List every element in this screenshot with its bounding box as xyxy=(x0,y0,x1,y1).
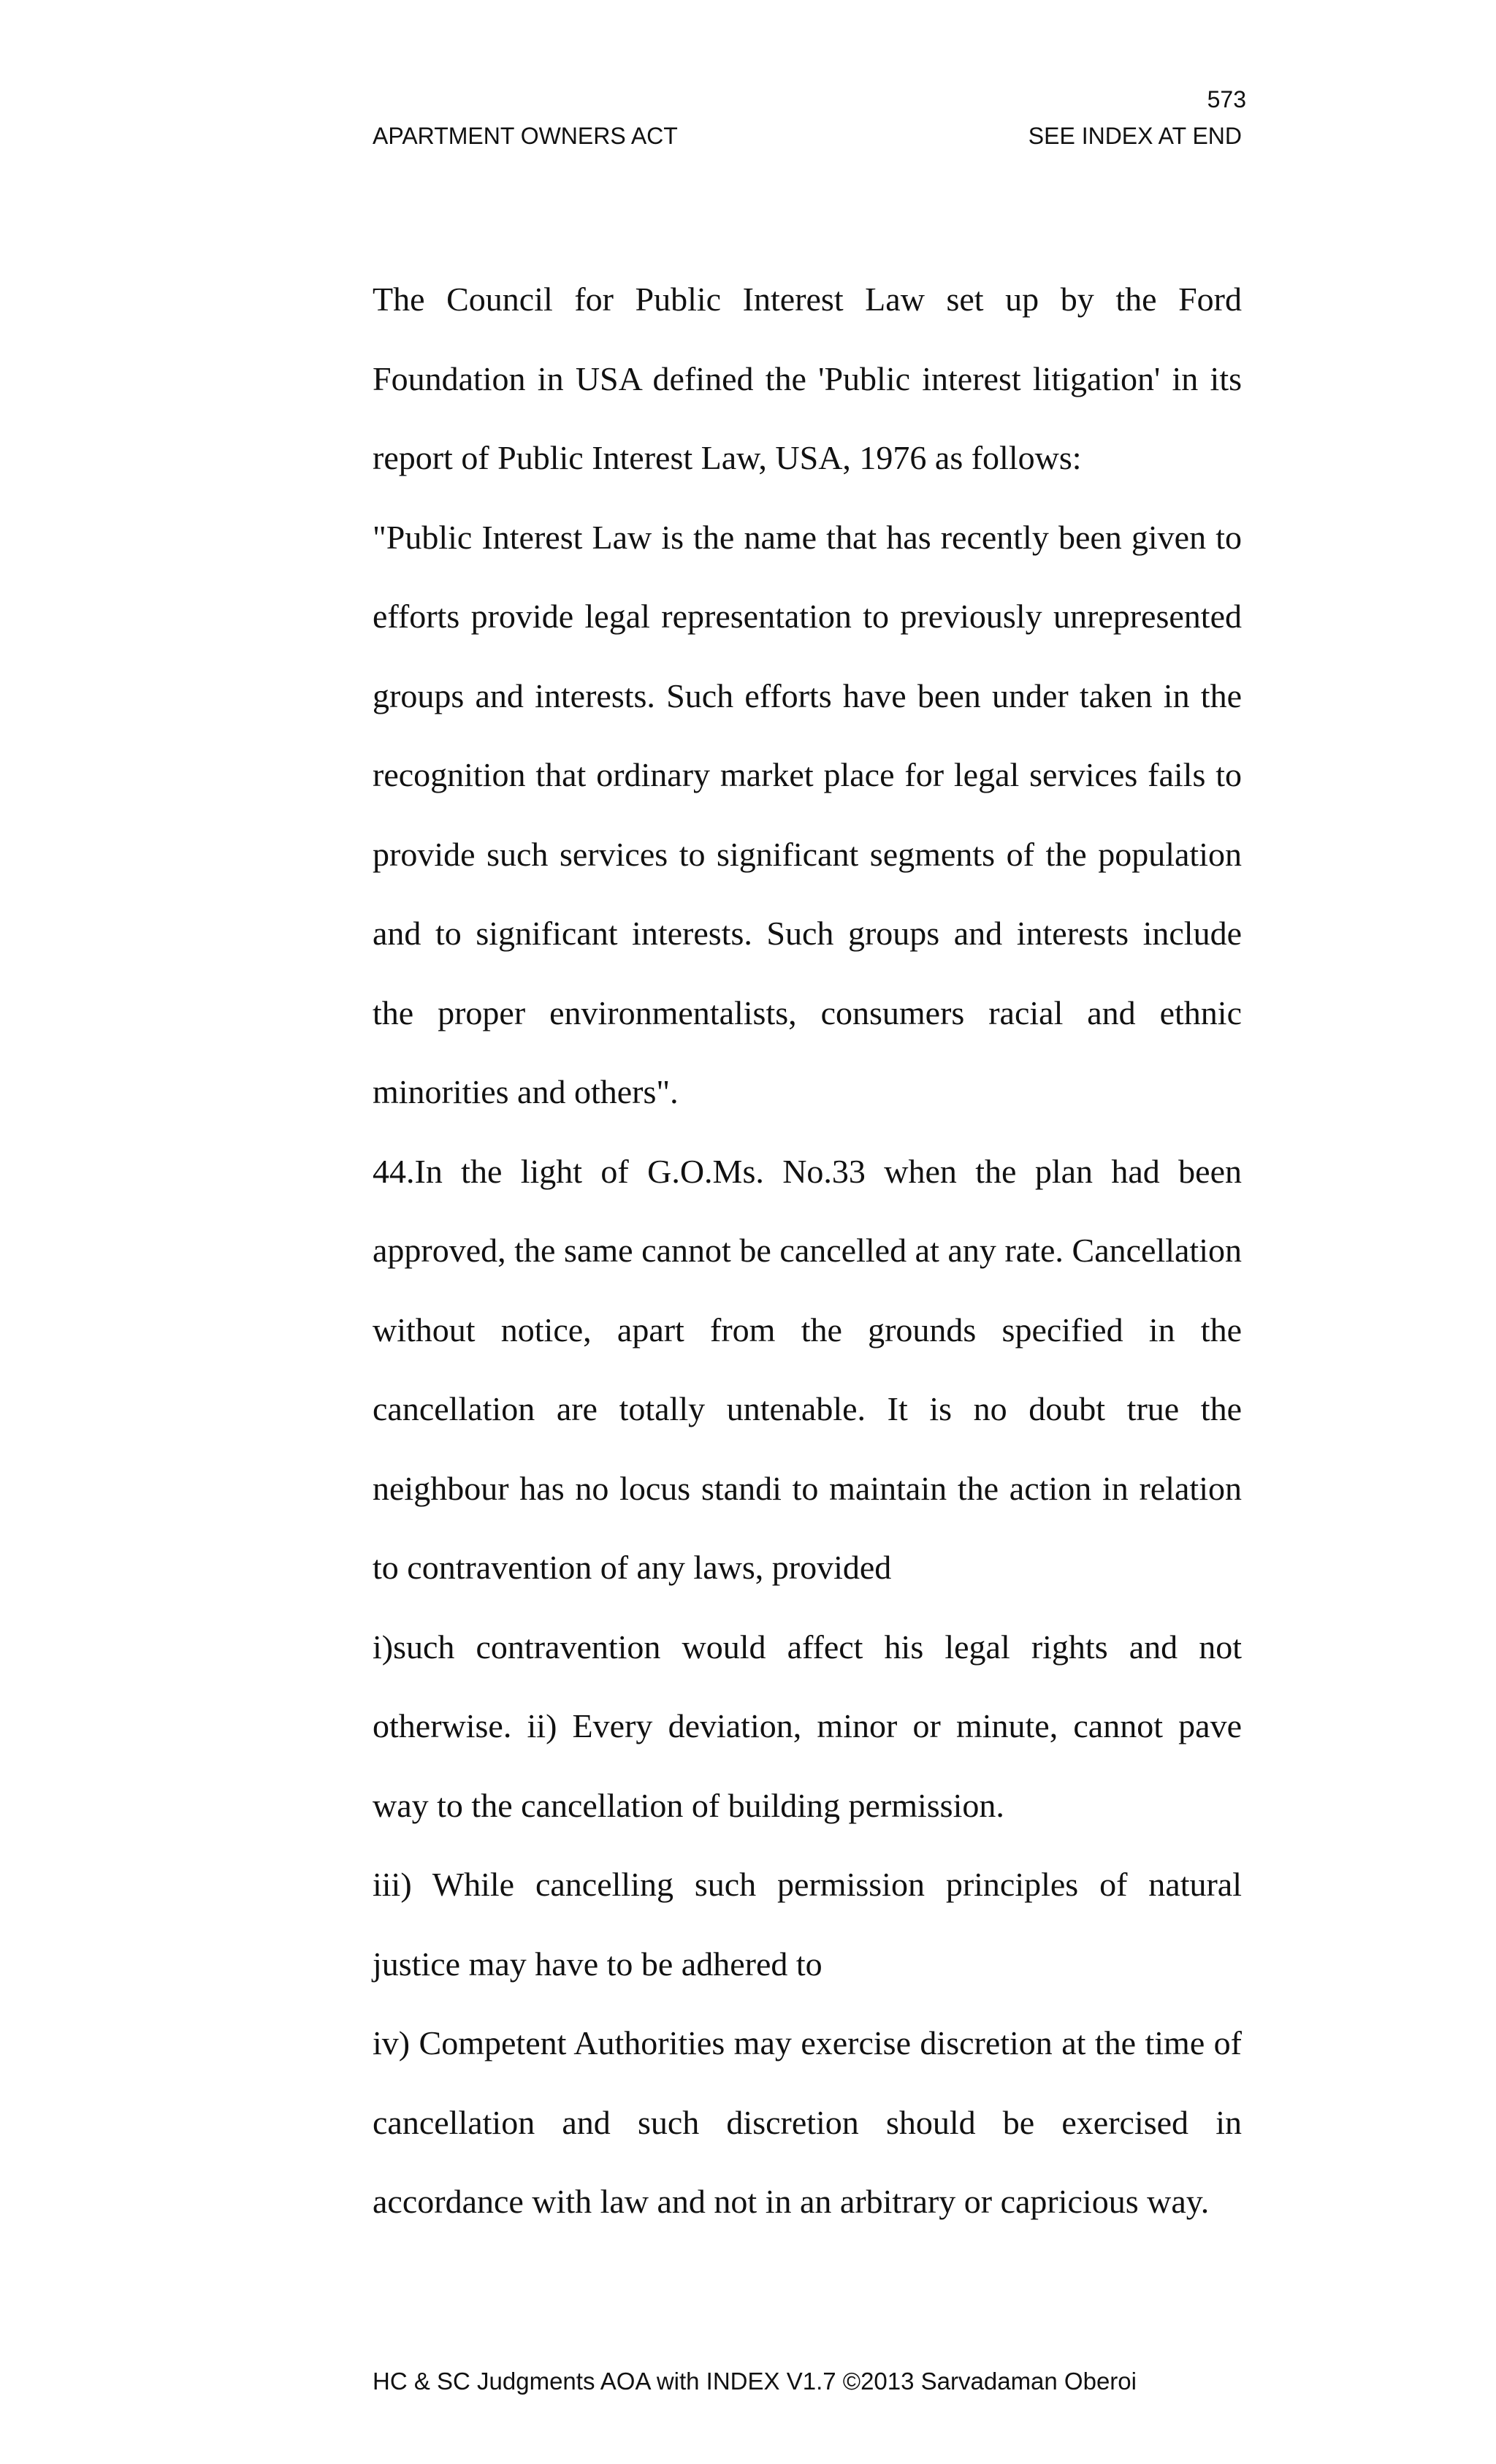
paragraph-item-i-ii: i)such contravention would affect his legal rights and not otherwise. ii) Every deviation, minor or minute, cannot pave way to the cancellation of building permission. xyxy=(373,1628,1242,1824)
paragraph-44: 44.In the light of G.O.Ms. No.33 when the plan had been approved, the same cannot be cancelled at any rate. Cancellation without notice, apart from the grounds specified in the cancellation are totally untenable. It is no doubt true the neighbour has no locus standi to maintain the action in relation to contravention of any laws, provided xyxy=(373,1152,1242,1586)
running-header xyxy=(373,124,1242,148)
page-footer: HC & SC Judgments AOA with INDEX V1.7 ©2013 Sarvadaman Oberoi xyxy=(373,2368,1137,2395)
paragraph-quote: "Public Interest Law is the name that has recently been given to efforts provide legal representation to previously unrepresented groups and interests. Such efforts have been under taken in the recognition that ordinary market place for legal services fails to provide such services to significant segments of the population and to significant interests. Such groups and interests include the proper environmentalists, consumers racial and ethnic minorities and others". xyxy=(373,518,1242,1110)
header-left-title: APARTMENT OWNERS ACT xyxy=(373,123,678,149)
header-right-note: SEE INDEX AT END xyxy=(1028,123,1242,149)
body-text xyxy=(373,260,1242,2242)
page-number: 573 xyxy=(1207,86,1246,112)
paragraph-item-iii: iii) While cancelling such permission principles of natural justice may have to be adhered to xyxy=(373,1866,1242,1983)
paragraph-item-iv: iv) Competent Authorities may exercise discretion at the time of cancellation and such discretion should be exercised in accordance with law and not in an arbitrary or capricious way. xyxy=(373,2024,1242,2220)
paragraph-intro: The Council for Public Interest Law set up by the Ford Foundation in USA defined the 'Public interest litigation' in its report of Public Interest Law, USA, 1976 as follows: xyxy=(373,281,1242,476)
